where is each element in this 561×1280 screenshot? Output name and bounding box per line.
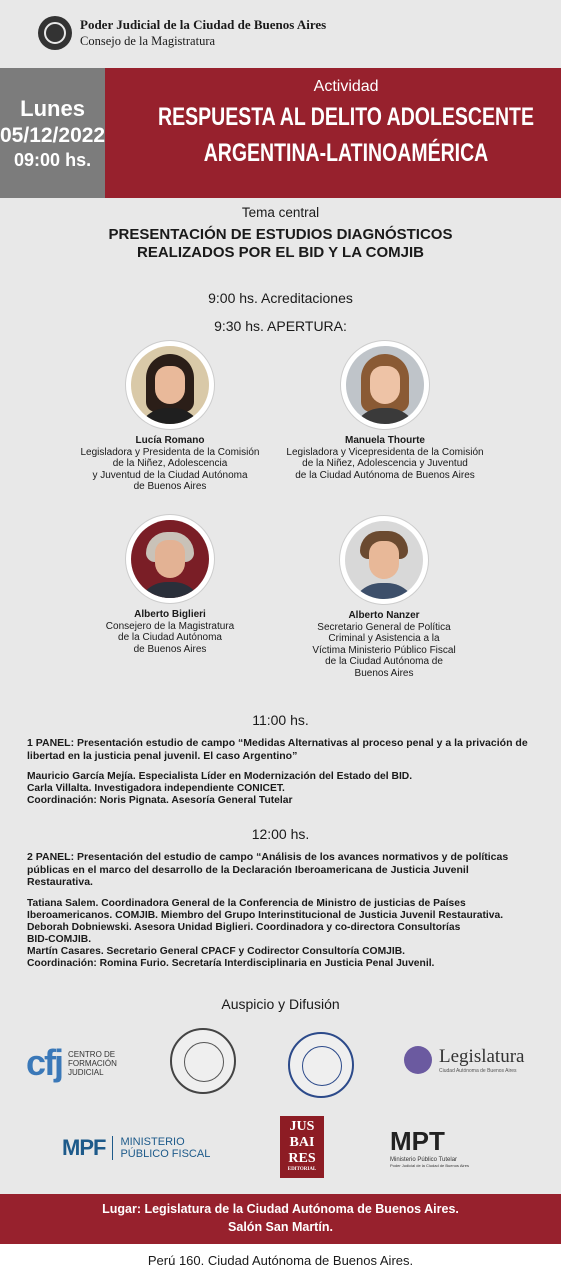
speaker-name: Alberto Nanzer	[348, 610, 420, 621]
panel2-participants	[27, 898, 537, 970]
participant-line: Carla Villalta. Investigadora independiente CONICET.	[27, 783, 285, 794]
theme-label: Tema central	[241, 205, 320, 220]
speaker-photo	[341, 341, 429, 429]
venue-footer	[0, 1194, 561, 1244]
jusbaires-line: BAI	[289, 1135, 315, 1150]
mpf-logo	[62, 1135, 210, 1161]
date-box	[0, 68, 105, 198]
speaker-photo	[340, 516, 428, 604]
speaker-name: Manuela Thourte	[344, 435, 425, 446]
legislatura-dome-icon	[404, 1046, 432, 1074]
speaker-role-line: Víctima Ministerio Público Fiscal	[312, 644, 456, 656]
activity-title-line2: ARGENTINA-LATINOAMÉRICA	[203, 139, 489, 167]
suborg-name: Consejo de la Magistratura	[80, 34, 216, 48]
participant-line: Coordinación: Noris Pignata. Asesoría General Tutelar	[27, 795, 293, 806]
mpt-subtitle2: Poder Judicial de la Ciudad de Buenos Aires	[390, 1163, 469, 1168]
speaker-role-line: Buenos Aires	[354, 667, 414, 679]
speaker-name: Lucía Romano	[135, 435, 205, 446]
mpt-subtitle: Ministerio Público Tutelar	[390, 1157, 458, 1163]
header-text	[80, 17, 326, 49]
speaker-card	[284, 516, 484, 679]
theme-title-line2: REALIZADOS POR EL BID Y LA COMJIB	[137, 244, 424, 261]
speaker-photo	[126, 341, 214, 429]
panel1-time: 11:00 hs.	[252, 712, 309, 728]
mpt-logo	[390, 1126, 469, 1168]
speaker-role-line: y Juventud de la Ciudad Autónoma	[92, 469, 248, 481]
org-name: Poder Judicial de la Ciudad de Buenos Aires	[80, 17, 327, 32]
cfj-logo-mark: cfj	[26, 1042, 63, 1083]
bar-association-seal-logo	[170, 1028, 236, 1094]
event-banner	[0, 68, 561, 198]
jusbaires-line: RES	[288, 1151, 316, 1166]
speaker-role-line: Criminal y Asistencia a la	[328, 633, 440, 644]
event-day: Lunes	[20, 95, 85, 121]
mpf-text-line: PÚBLICO FISCAL	[120, 1148, 211, 1160]
jusbaires-line: JUS	[289, 1119, 315, 1134]
speaker-card	[70, 341, 270, 493]
event-time: 09:00 hs.	[14, 149, 92, 170]
speaker-role-line: Legisladora y Vicepresidenta de la Comisión	[286, 446, 484, 458]
mpf-text-line: MINISTERIO	[120, 1136, 185, 1148]
cfj-logo	[26, 1042, 117, 1084]
theme-title	[0, 226, 561, 262]
speaker-photo	[126, 515, 214, 603]
speaker-role-line: Legisladora y Presidenta de la Comisión	[80, 446, 260, 458]
speaker-role-line: de Buenos Aires	[133, 481, 207, 492]
mpt-logo-mark: MPT	[390, 1126, 445, 1156]
panel2-time: 12:00 hs.	[251, 826, 310, 842]
legislatura-logo	[404, 1046, 524, 1074]
sponsors-label: Auspicio y Difusión	[221, 996, 340, 1012]
theme-title-line1: PRESENTACIÓN DE ESTUDIOS DIAGNÓSTICOS	[108, 226, 453, 243]
cfj-text-line: FORMACIÓN	[68, 1058, 117, 1068]
venue-address: Perú 160. Ciudad Autónoma de Buenos Aires.	[0, 1244, 561, 1280]
cfj-text-line: JUDICIAL	[68, 1067, 104, 1077]
header	[0, 0, 561, 66]
speaker-role-line: de la Ciudad Autónoma	[118, 632, 222, 643]
participant-line: Iberoamericanos. COMJIB. Miembro del Grupo Interinstitucional de Justicia Juvenil Restaurativa.	[27, 910, 504, 921]
activity-label: Actividad	[313, 78, 379, 95]
panel1-title: 1 PANEL: Presentación estudio de campo “Medidas Alternativas al proceso penal y a la privación de libertad en la justicia penal juvenil. El caso Argentino”	[27, 737, 528, 762]
speaker-role-line: Consejero de la Magistratura	[105, 620, 235, 632]
panel1-participants	[27, 771, 537, 807]
speaker-card	[70, 515, 270, 655]
scales-seal-icon	[170, 1028, 236, 1094]
cfj-logo-text	[68, 1050, 117, 1077]
speaker-role-line: de la Niñez, Adolescencia y Juventud	[302, 458, 468, 469]
venue-line2: Salón San Martín.	[228, 1220, 333, 1234]
mpf-logo-mark: MPF	[62, 1135, 106, 1160]
activity-title-line1: RESPUESTA AL DELITO ADOLESCENTE	[158, 103, 535, 131]
accountants-seal-icon	[288, 1032, 354, 1098]
public-accountants-seal-logo	[288, 1032, 354, 1098]
participant-line: Coordinación: Romina Furio. Secretaría Interdisciplinaria en Justicia Penal Juvenil.	[27, 958, 435, 969]
court-seal-icon	[38, 16, 72, 50]
opening-time: 9:30 hs. APERTURA:	[214, 318, 347, 334]
participant-line: Tatiana Salem. Coordinadora General de la Conferencia de Ministro de justicias de Países	[27, 898, 466, 909]
legislatura-name: Legislatura	[439, 1046, 525, 1067]
speaker-role-line: de Buenos Aires	[133, 643, 207, 655]
speaker-role-line: de la Ciudad Autónoma de	[325, 656, 443, 667]
participant-line: BID-COMJIB.	[27, 934, 92, 945]
jusbaires-logo	[280, 1116, 324, 1178]
cfj-text-line: CENTRO DE	[68, 1049, 116, 1059]
activity-box	[105, 68, 561, 198]
participant-line: Deborah Dobniewski. Asesora Unidad Biglieri. Coordinadora y co-directora Consultorías	[27, 922, 461, 933]
participant-line: Mauricio García Mejía. Especialista Líder en Modernización del Estado del BID.	[27, 771, 413, 782]
jusbaires-mark	[280, 1116, 324, 1178]
jusbaires-sub: EDITORIAL	[287, 1167, 317, 1172]
speaker-role-line: de la Ciudad Autónoma de Buenos Aires	[295, 469, 475, 481]
panel2-title: 2 PANEL: Presentación del estudio de campo “Análisis de los avances normativos y de políticas públicas en el marco del desarrollo de la Declaración Iberoamericana de Justicia Juvenil Restaurativa.	[27, 851, 509, 888]
speaker-role-line: de la Niñez, Adolescencia	[112, 458, 228, 469]
event-date: 05/12/2022	[0, 123, 106, 147]
venue-line1: Lugar: Legislatura de la Ciudad Autónoma de Buenos Aires.	[102, 1202, 459, 1216]
participant-line: Martín Casares. Secretario General CPACF y Codirector Consultoría COMJIB.	[27, 946, 406, 957]
speaker-role-line: Secretario General de Política	[317, 621, 451, 633]
accreditation-time: 9:00 hs. Acreditaciones	[208, 290, 353, 306]
speaker-card	[278, 341, 492, 481]
legislatura-subtitle: Ciudad Autónoma de Buenos Aires	[439, 1068, 517, 1074]
mpf-logo-text	[112, 1136, 210, 1160]
speaker-name: Alberto Biglieri	[134, 609, 206, 620]
